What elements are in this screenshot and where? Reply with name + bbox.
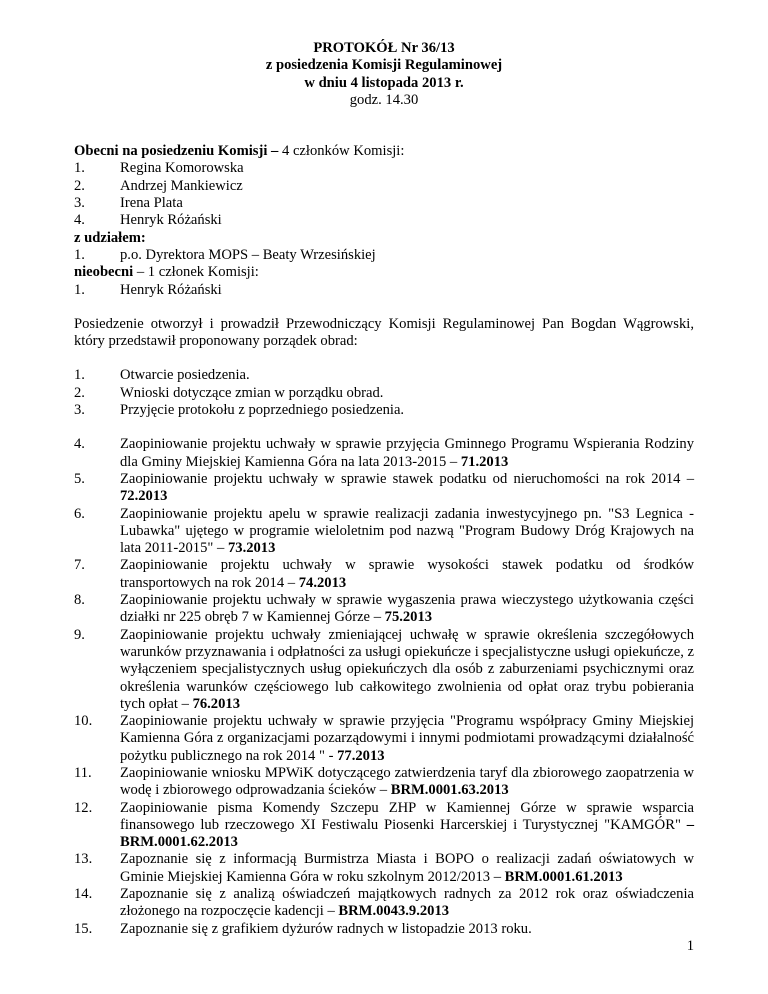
agenda-item xyxy=(74,436,694,471)
protocol-title: PROTOKÓŁ Nr 36/13 xyxy=(313,40,455,56)
document-page xyxy=(74,40,694,938)
agenda-item xyxy=(74,471,694,506)
list-item-number: 9. xyxy=(74,626,85,643)
list-item-number: 5. xyxy=(74,470,85,487)
list-item-text: Przyjęcie protokołu z poprzedniego posiedzenia. xyxy=(120,402,405,419)
agenda-item-reference: 72.2013 xyxy=(120,488,168,505)
agenda-item-text: Zaopiniowanie projektu uchwały w sprawie przyjęcia "Programu współpracy Gminy Miejskiej Kamienna Góra z organizacjami pozarządowymi i innymi podmiotami prowadzącymi działalność pożytku publicznego na rok 2014 " - xyxy=(120,713,694,764)
list-item-text: Regina Komorowska xyxy=(120,160,244,177)
agenda-item-reference: 74.2013 xyxy=(298,574,347,591)
agenda-item xyxy=(74,627,694,713)
list-item-text: Wnioski dotyczące zmian w porządku obrad. xyxy=(120,384,384,401)
present-label: Obecni na posiedzeniu Komisji – xyxy=(74,143,279,160)
agenda-item xyxy=(74,800,694,852)
list-item-text: Andrzej Mankiewicz xyxy=(120,177,243,194)
agenda-item-reference: BRM.0043.9.2013 xyxy=(338,903,450,920)
list-item-number: 10. xyxy=(74,713,93,730)
present-section xyxy=(74,143,694,299)
list-item-number: 1. xyxy=(74,281,85,298)
present-member-item xyxy=(74,178,694,195)
agenda-item xyxy=(74,592,694,627)
agenda-item-reference: BRM.0001.61.2013 xyxy=(504,868,623,885)
agenda-item-text: Zapoznanie się z analizą oświadczeń majątkowych radnych za 2012 rok oraz oświadczenia złożonego na rozpoczęcie kadencji – xyxy=(120,886,694,920)
agenda-item-reference: 76.2013 xyxy=(192,695,240,712)
agenda-item xyxy=(74,402,694,419)
absent-list xyxy=(74,282,694,299)
present-members-list xyxy=(74,160,694,229)
agenda-item-reference: BRM.0001.63.2013 xyxy=(390,782,509,799)
agenda-item xyxy=(74,921,694,938)
list-item-number: 4. xyxy=(74,212,85,229)
agenda-item-text: Zaopiniowanie wniosku MPWiK dotyczącego zatwierdzenia taryf dla zbiorowego zaopatrzenia w wodę i zbiorowego odprowadzania ścieków – xyxy=(120,764,694,799)
list-item-number: 1. xyxy=(74,246,85,263)
present-member-item xyxy=(74,160,694,177)
agenda-item-text: Zaopiniowanie pisma Komendy Szczepu ZHP w Kamiennej Górze w sprawie wsparcia finansowego lub rzeczowego XI Festiwalu Piosenki Harcerskiej i Turystycznej "KAMGÓR" xyxy=(120,799,694,833)
page-number: 1 xyxy=(686,938,694,954)
list-item-number: 8. xyxy=(74,592,85,609)
agenda-item xyxy=(74,557,694,592)
participation-item xyxy=(74,247,694,264)
agenda-item xyxy=(74,851,694,886)
list-item-text: Henryk Różański xyxy=(120,281,222,298)
present-member-item xyxy=(74,212,694,229)
agenda-item-text: Zapoznanie się z grafikiem dyżurów radnych w listopadzie 2013 roku. xyxy=(120,920,532,937)
agenda-opening-list xyxy=(74,367,694,419)
list-item-number: 2. xyxy=(74,384,85,401)
list-item-text: Irena Plata xyxy=(120,195,183,212)
list-item-number: 12. xyxy=(74,799,93,816)
agenda-list xyxy=(74,436,694,938)
agenda-item xyxy=(74,713,694,765)
participation-list xyxy=(74,247,694,264)
list-item-number: 11. xyxy=(74,764,92,781)
agenda-item-reference: 77.2013 xyxy=(337,747,385,764)
present-member-item xyxy=(74,195,694,212)
agenda-item-text: Zapoznanie się z informacją Burmistrza Miasta i BOPO o realizacji zadań oświatowych w Gminie Miejskiej Kamienna Góra w roku szkolnym 2012/2013 – xyxy=(120,851,694,885)
intro-paragraph: Posiedzenie otworzył i prowadził Przewodniczący Komisji Regulaminowej Pan Bogdan Wągrowski, który przedstawił proponowany porządek obrad: xyxy=(74,315,694,350)
participation-label: z udziałem: xyxy=(74,229,146,246)
list-item-number: 3. xyxy=(74,195,85,212)
list-item-number: 4. xyxy=(74,436,85,453)
absent-member-item xyxy=(74,282,694,299)
agenda-item xyxy=(74,765,694,800)
list-item-text: Otwarcie posiedzenia. xyxy=(120,367,250,384)
agenda-item xyxy=(74,886,694,921)
agenda-item xyxy=(74,385,694,402)
list-item-number: 14. xyxy=(74,886,93,903)
list-item-text: Henryk Różański xyxy=(120,212,222,229)
agenda-item-reference: 71.2013 xyxy=(460,453,509,470)
list-item-number: 3. xyxy=(74,402,85,419)
agenda-item-reference: – BRM.0001.62.2013 xyxy=(120,816,694,851)
agenda-item-text: Zaopiniowanie projektu apelu w sprawie realizacji zadania inwestycyjnego pn. "S3 Legnica -Lubawka" ujętego w programie wieloletnim pod nazwą "Program Budowy Dróg Krajowych na lata 2011-2015" – xyxy=(120,505,694,557)
list-item-number: 2. xyxy=(74,177,85,194)
list-item-number: 15. xyxy=(74,920,93,937)
protocol-subtitle: z posiedzenia Komisji Regulaminowej xyxy=(265,57,503,74)
list-item-number: 1. xyxy=(74,160,85,177)
list-item-number: 1. xyxy=(74,367,85,384)
agenda-item-text: Zaopiniowanie projektu uchwały w sprawie stawek podatku od nieruchomości na rok 2014 – xyxy=(120,470,694,487)
present-count: 4 członków Komisji: xyxy=(278,143,405,160)
absent-label: nieobecni xyxy=(74,264,134,281)
list-item-number: 6. xyxy=(74,505,85,522)
meeting-time: godz. 14.30 xyxy=(349,91,419,108)
agenda-item xyxy=(74,506,694,558)
meeting-date: w dniu 4 listopada 2013 r. xyxy=(304,74,464,91)
list-item-text: p.o. Dyrektora MOPS – Beaty Wrzesińskiej xyxy=(120,246,376,263)
document-header xyxy=(74,40,694,109)
agenda-item-reference: 75.2013 xyxy=(384,609,433,626)
agenda-item-reference: 73.2013 xyxy=(227,540,276,557)
agenda-item-text: Zaopiniowanie projektu uchwały w sprawie wygaszenia prawa wieczystego użytkowania części działki nr 225 obręb 7 w Kamiennej Górze – xyxy=(120,592,694,626)
list-item-number: 7. xyxy=(74,557,85,574)
absent-count: – 1 członek Komisji: xyxy=(133,264,259,281)
agenda-item xyxy=(74,367,694,384)
agenda-item-text: Zaopiniowanie projektu uchwały w sprawie przyjęcia Gminnego Programu Wspierania Rodziny dla Gminy Miejskiej Kamienna Góra na lata 2013-2015 – xyxy=(120,436,694,470)
agenda-item-text: Zaopiniowanie projektu uchwały zmieniającej uchwałę w sprawie określenia szczegółowych warunków przyznawania i odpłatności za usługi opiekuńcze i specjalistyczne usługi opiekuńcze, z wyłączeniem specjalistycznych usług opiekuńczych dla osób z zaburzeniami psychicznymi oraz określenia warunków częściowego lub całkowitego zwolnienia od opłat oraz trybu pobierania tych opłat – xyxy=(120,626,694,712)
agenda-item-text: Zaopiniowanie projektu uchwały w sprawie wysokości stawek podatku od środków transportowych na rok 2014 – xyxy=(120,557,694,591)
list-item-number: 13. xyxy=(74,851,93,868)
